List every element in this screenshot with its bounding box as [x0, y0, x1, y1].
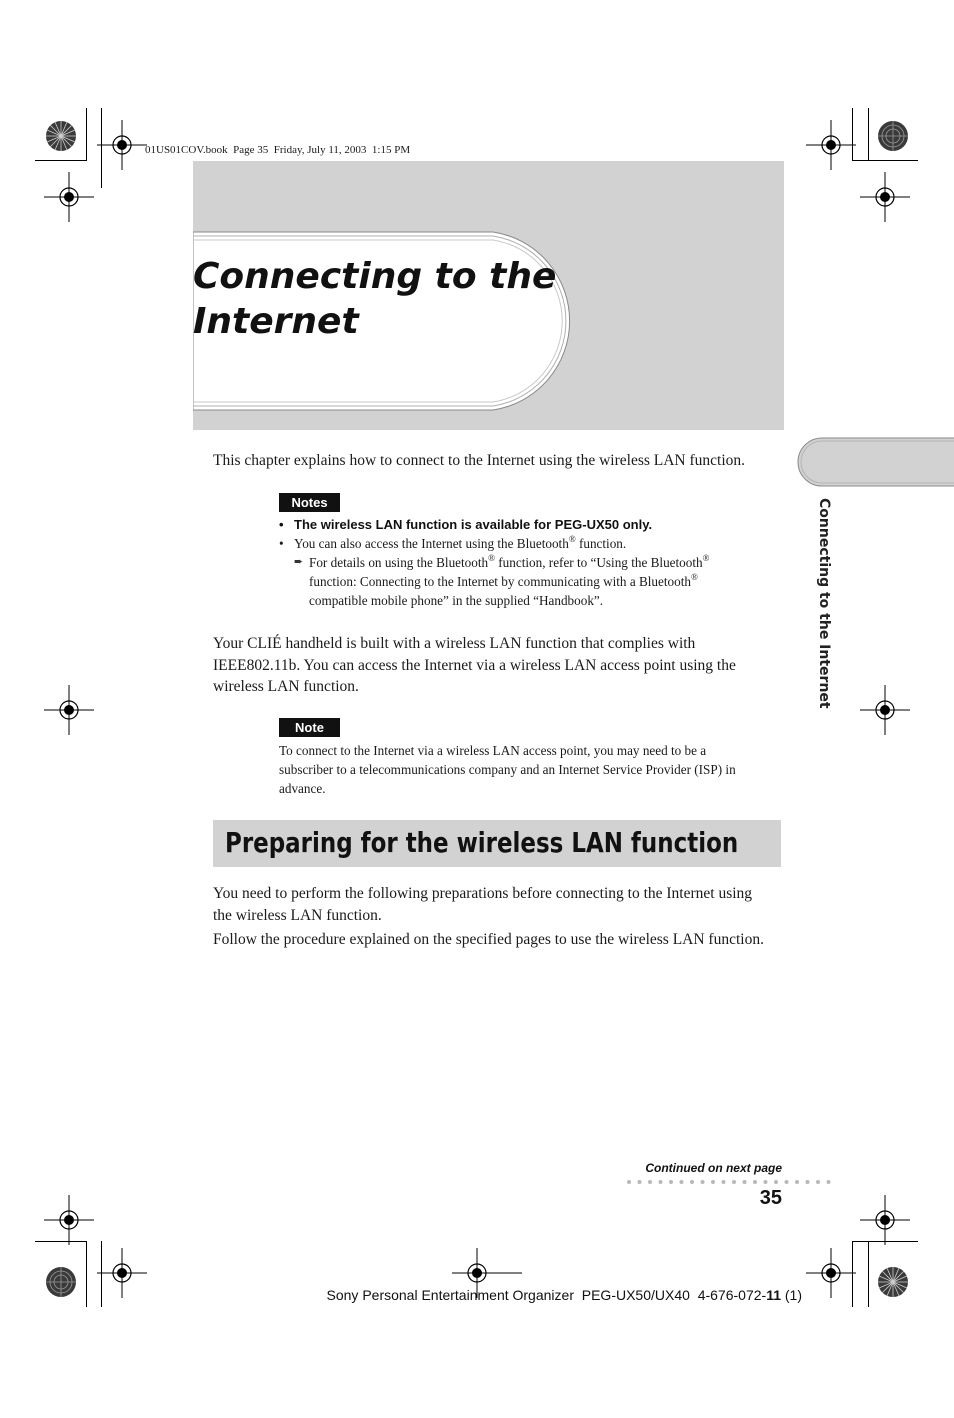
registration-target-icon — [806, 1248, 856, 1298]
note-item-text: function. — [575, 536, 627, 551]
continued-label: Continued on next page — [645, 1161, 782, 1175]
paragraph-line: Follow the procedure explained on the specified pages to use the wireless LAN function. — [213, 931, 764, 948]
bullet-icon: • — [279, 536, 284, 551]
note-item-text: The wireless LAN function is available for PEG-UX50 only. — [294, 517, 653, 532]
reference-text: For details on using the Bluetooth — [309, 555, 489, 570]
crop-line — [86, 1241, 87, 1307]
note-reference — [279, 553, 779, 610]
crop-line — [868, 108, 869, 161]
side-tab-label-text: Connecting to the Internet — [816, 498, 832, 709]
paragraph-line: wireless LAN function. — [213, 678, 359, 695]
registration-target-icon — [44, 172, 94, 222]
starburst-mark-icon — [877, 1266, 909, 1298]
paragraph-line: Your CLIÉ handheld is built with a wireless LAN function that complies with — [213, 635, 696, 652]
note-text — [279, 741, 789, 798]
notes-badge: Notes — [279, 493, 340, 512]
crop-line — [86, 108, 87, 161]
crop-line — [868, 1241, 869, 1307]
reference-text: compatible mobile phone” in the supplied “Handbook”. — [309, 593, 604, 608]
paragraph-line: IEEE802.11b. You can access the Internet via a wireless LAN access point using the — [213, 656, 736, 674]
file-info: 01US01COV.book Page 35 Friday, July 11, 2003 1:15 PM — [145, 144, 411, 156]
arrow-right-icon: ➨ — [294, 556, 304, 568]
chapter-title — [193, 254, 593, 344]
chapter-title-line: Connecting to the — [193, 256, 557, 297]
product-revision: 11 — [766, 1287, 781, 1303]
side-tab-label — [810, 498, 834, 728]
reference-text: function: Connecting to the Internet by communicating with a Bluetooth — [309, 574, 691, 589]
registered-mark: ® — [691, 572, 698, 582]
registered-mark: ® — [568, 534, 576, 544]
note-item — [279, 515, 779, 534]
registration-target-icon — [860, 172, 910, 222]
note-item — [279, 534, 779, 553]
starburst-mark-icon — [45, 120, 77, 152]
registration-target-icon — [44, 1195, 94, 1245]
side-tab — [797, 437, 954, 487]
starburst-mark-icon — [877, 120, 909, 152]
page-number: 35 — [759, 1187, 782, 1209]
reference-text: function, refer to “Using the Bluetooth — [494, 555, 703, 570]
registration-target-icon — [97, 120, 147, 170]
product-line — [250, 1286, 802, 1304]
bullet-icon: • — [279, 517, 284, 532]
section-paragraph — [213, 883, 793, 951]
note-badge: Note — [279, 718, 340, 737]
crop-line — [852, 160, 918, 161]
registration-target-icon — [860, 685, 910, 735]
note-line: To connect to the Internet via a wireless LAN access point, you may need to be a — [279, 743, 707, 758]
note-item-text: You can also access the Internet using the Bluetooth — [294, 536, 569, 551]
note-line: subscriber to a telecommunications company and an Internet Service Provider (ISP) in — [279, 762, 736, 777]
chapter-intro: This chapter explains how to connect to the Internet using the wireless LAN function. — [213, 452, 746, 469]
paragraph-line: You need to perform the following preparations before connecting to the Internet using — [213, 885, 753, 902]
product-text: Sony Personal Entertainment Organizer PEG-UX50/UX40 4-676-072- — [326, 1287, 767, 1303]
body-paragraph — [213, 633, 793, 698]
starburst-mark-icon — [45, 1266, 77, 1298]
registered-mark: ® — [488, 553, 495, 563]
product-text: (1) — [781, 1287, 802, 1303]
crop-line — [35, 160, 87, 161]
registration-target-icon — [97, 1248, 147, 1298]
paragraph-line: the wireless LAN function. — [213, 906, 382, 924]
registered-mark: ® — [702, 553, 710, 563]
chapter-title-line: Internet — [193, 301, 359, 342]
notes-list — [279, 515, 779, 610]
registration-target-icon — [44, 685, 94, 735]
registration-target-icon — [860, 1195, 910, 1245]
note-line: advance. — [279, 781, 326, 796]
section-title: Preparing for the wireless LAN function — [225, 826, 739, 859]
registration-target-icon — [806, 120, 856, 170]
